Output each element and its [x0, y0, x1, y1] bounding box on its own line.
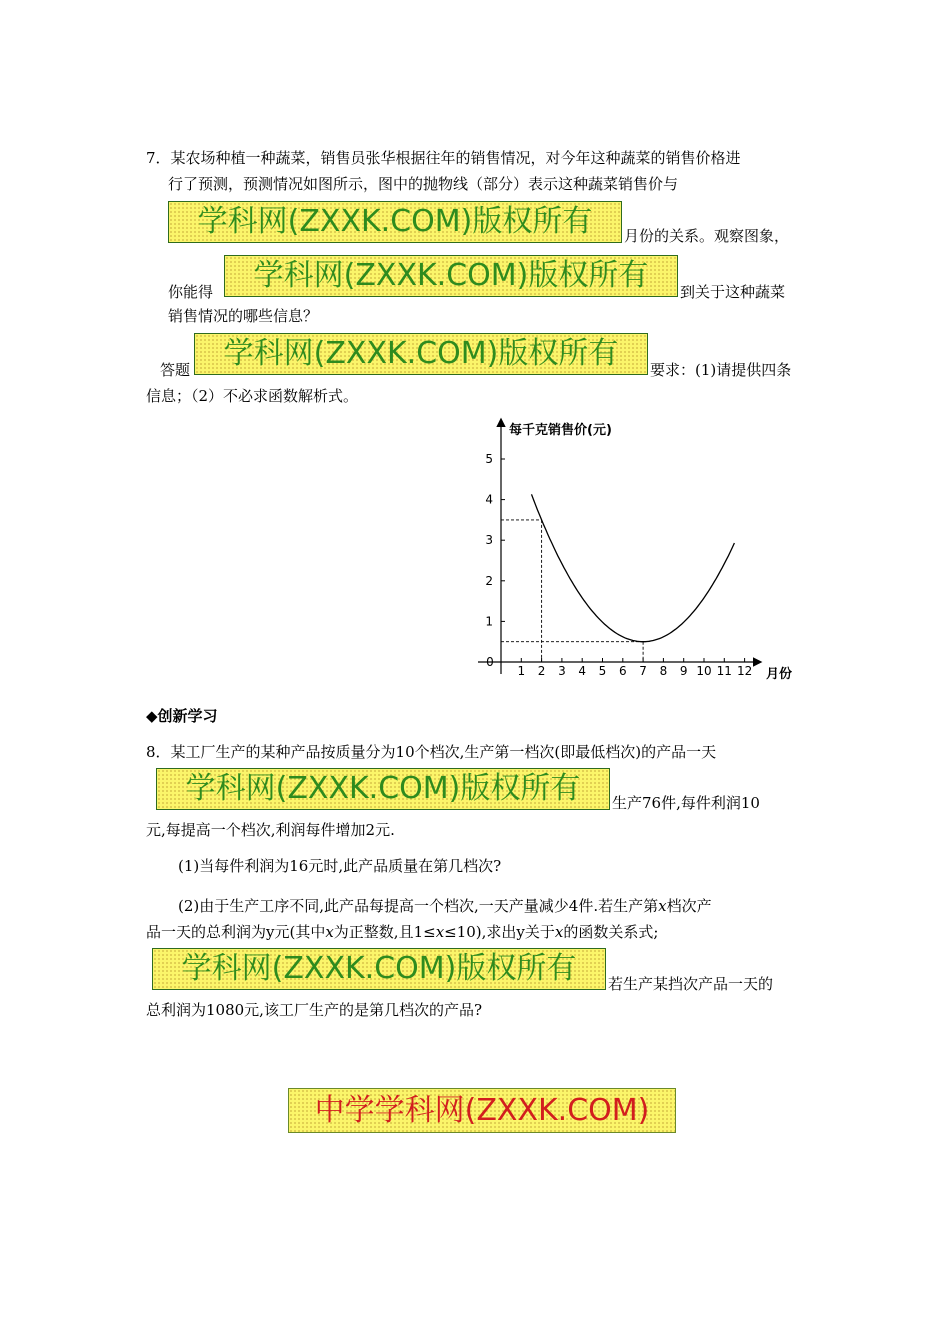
- watermark-banner: [224, 255, 678, 297]
- q8-text: 品一天的总利润为y元(其中: [146, 923, 326, 941]
- q8-text: 为正整数,且1≤: [333, 923, 436, 941]
- q7-line-4-head: 你能得: [168, 283, 214, 301]
- price-curve: [532, 494, 735, 641]
- q8-text: 的函数关系式;: [563, 923, 659, 941]
- x-tick-label: 8: [659, 664, 668, 678]
- origin-label: 0: [486, 655, 494, 669]
- q8-text: 档次产: [666, 897, 712, 915]
- q7-line-5: 销售情况的哪些信息？: [168, 307, 319, 325]
- x-tick-label: 9: [679, 664, 688, 678]
- watermark-banner: [152, 948, 606, 990]
- section-title: ◆创新学习: [146, 707, 218, 725]
- watermark-banner: [156, 768, 610, 810]
- var-x: x: [554, 923, 564, 941]
- x-tick-label: 11: [716, 664, 732, 678]
- q7-line-6-tail: 要求：(1)请提供四条: [650, 361, 792, 379]
- x-tick-label: 1: [517, 664, 526, 678]
- q7-line-1: 7．某农场种植一种蔬菜，销售员张华根据往年的销售情况，对今年这种蔬菜的销售价格进: [146, 149, 741, 167]
- y-tick-label: 3: [485, 533, 493, 548]
- watermark-text: 学科网(ZXXK.COM)版权所有: [223, 336, 619, 371]
- x-tick-label: 12: [736, 664, 753, 678]
- q8-part-2-line-3: 若生产某挡次产品一天的: [608, 975, 774, 993]
- x-tick-label: 7: [639, 664, 647, 678]
- watermark-banner: [168, 201, 622, 243]
- q8-line-2: 生产76件,每件利润10: [612, 794, 760, 812]
- var-x: x: [658, 897, 667, 915]
- var-x: x: [435, 923, 445, 941]
- q8-part-2-line-4: 总利润为1080元,该工厂生产的是第几档次的产品?: [146, 1001, 482, 1019]
- q8-part-1: (1)当每件利润为16元时,此产品质量在第几档次?: [178, 857, 502, 875]
- x-tick-label: 6: [618, 664, 627, 678]
- var-x: x: [325, 923, 334, 941]
- y-tick-label: 2: [485, 573, 493, 588]
- watermark-banner: [194, 333, 648, 375]
- footer-banner: [288, 1088, 676, 1133]
- q7-line-2: 行了预测，预测情况如图所示，图中的抛物线（部分）表示这种蔬菜销售价与: [168, 175, 679, 193]
- q7-line-4-tail: 到关于这种蔬菜: [680, 283, 786, 301]
- y-axis-label: 每千克销售价(元): [509, 423, 612, 438]
- q8-part-2-line-2: [146, 922, 658, 942]
- x-tick-label: 3: [558, 664, 566, 678]
- q8-text: ≤10),求出y关于: [444, 923, 555, 941]
- x-tick-label: 5: [598, 664, 607, 678]
- q7-line-3: 月份的关系。观察图象，: [624, 227, 790, 245]
- y-tick-label: 1: [485, 614, 493, 629]
- q8-text: (2)由于生产工序不同,此产品每提高一个档次,一天产量减少4件.若生产第: [178, 897, 659, 915]
- watermark-text: 学科网(ZXXK.COM)版权所有: [253, 258, 649, 293]
- watermark-text: 学科网(ZXXK.COM)版权所有: [185, 771, 581, 806]
- x-axis-label: 月份: [766, 667, 793, 682]
- footer-watermark-text: 中学学科网(ZXXK.COM): [314, 1093, 650, 1128]
- watermark-text: 学科网(ZXXK.COM)版权所有: [197, 204, 593, 239]
- y-tick-label: 4: [485, 492, 493, 507]
- price-chart: [470, 412, 810, 692]
- q8-line-1: 8．某工厂生产的某种产品按质量分为10个档次,生产第一档次(即最低档次)的产品一天: [146, 743, 717, 761]
- x-tick-label: 4: [578, 664, 587, 678]
- q7-line-6-head: 答题: [160, 361, 191, 379]
- watermark-text: 学科网(ZXXK.COM)版权所有: [181, 951, 577, 986]
- q7-line-7: 信息；（2）不必求函数解析式。: [146, 387, 359, 405]
- y-tick-label: 5: [485, 452, 493, 466]
- q8-line-3: 元,每提高一个档次,利润每件增加2元.: [146, 821, 395, 839]
- q8-part-2-line-1: [178, 896, 712, 916]
- x-tick-label: 2: [537, 664, 546, 678]
- x-tick-label: 10: [696, 664, 712, 678]
